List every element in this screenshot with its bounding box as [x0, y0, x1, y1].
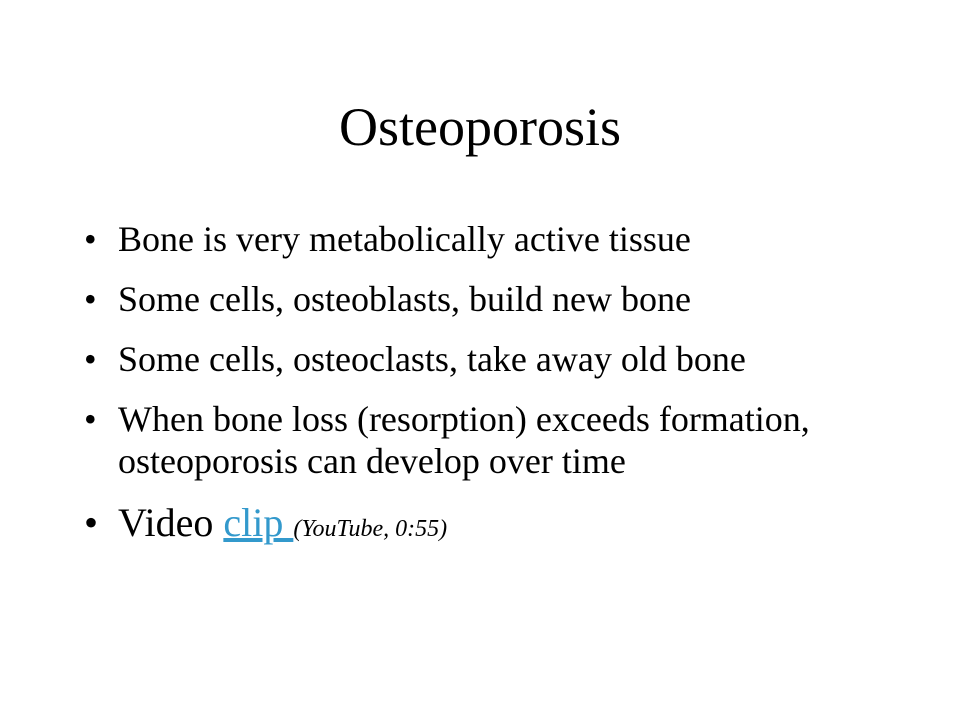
bullet-dot-icon: •	[84, 399, 97, 439]
video-label: Video	[118, 500, 224, 545]
slide-title: Osteoporosis	[339, 97, 621, 157]
bullet-item	[84, 218, 884, 260]
bullet-text: Some cells, osteoclasts, take away old bone	[118, 339, 746, 379]
video-note: (YouTube, 0:55)	[293, 516, 448, 542]
bullet-dot-icon: •	[84, 219, 97, 259]
video-clip-link[interactable]: clip	[223, 500, 294, 545]
bullet-text: Some cells, osteoblasts, build new bone	[118, 279, 691, 319]
bullet-dot-icon: •	[84, 500, 99, 545]
bullet-item	[84, 278, 884, 320]
bullet-text: When bone loss (resorption) exceeds formation, osteoporosis can develop over time	[118, 399, 810, 481]
bullet-dot-icon: •	[84, 339, 97, 379]
bullet-list	[84, 218, 884, 570]
bullet-item	[84, 338, 884, 380]
bullet-text: Bone is very metabolically active tissue	[118, 219, 691, 259]
bullet-item-video	[84, 500, 884, 552]
bullet-item	[84, 398, 884, 482]
bullet-dot-icon: •	[84, 279, 97, 319]
